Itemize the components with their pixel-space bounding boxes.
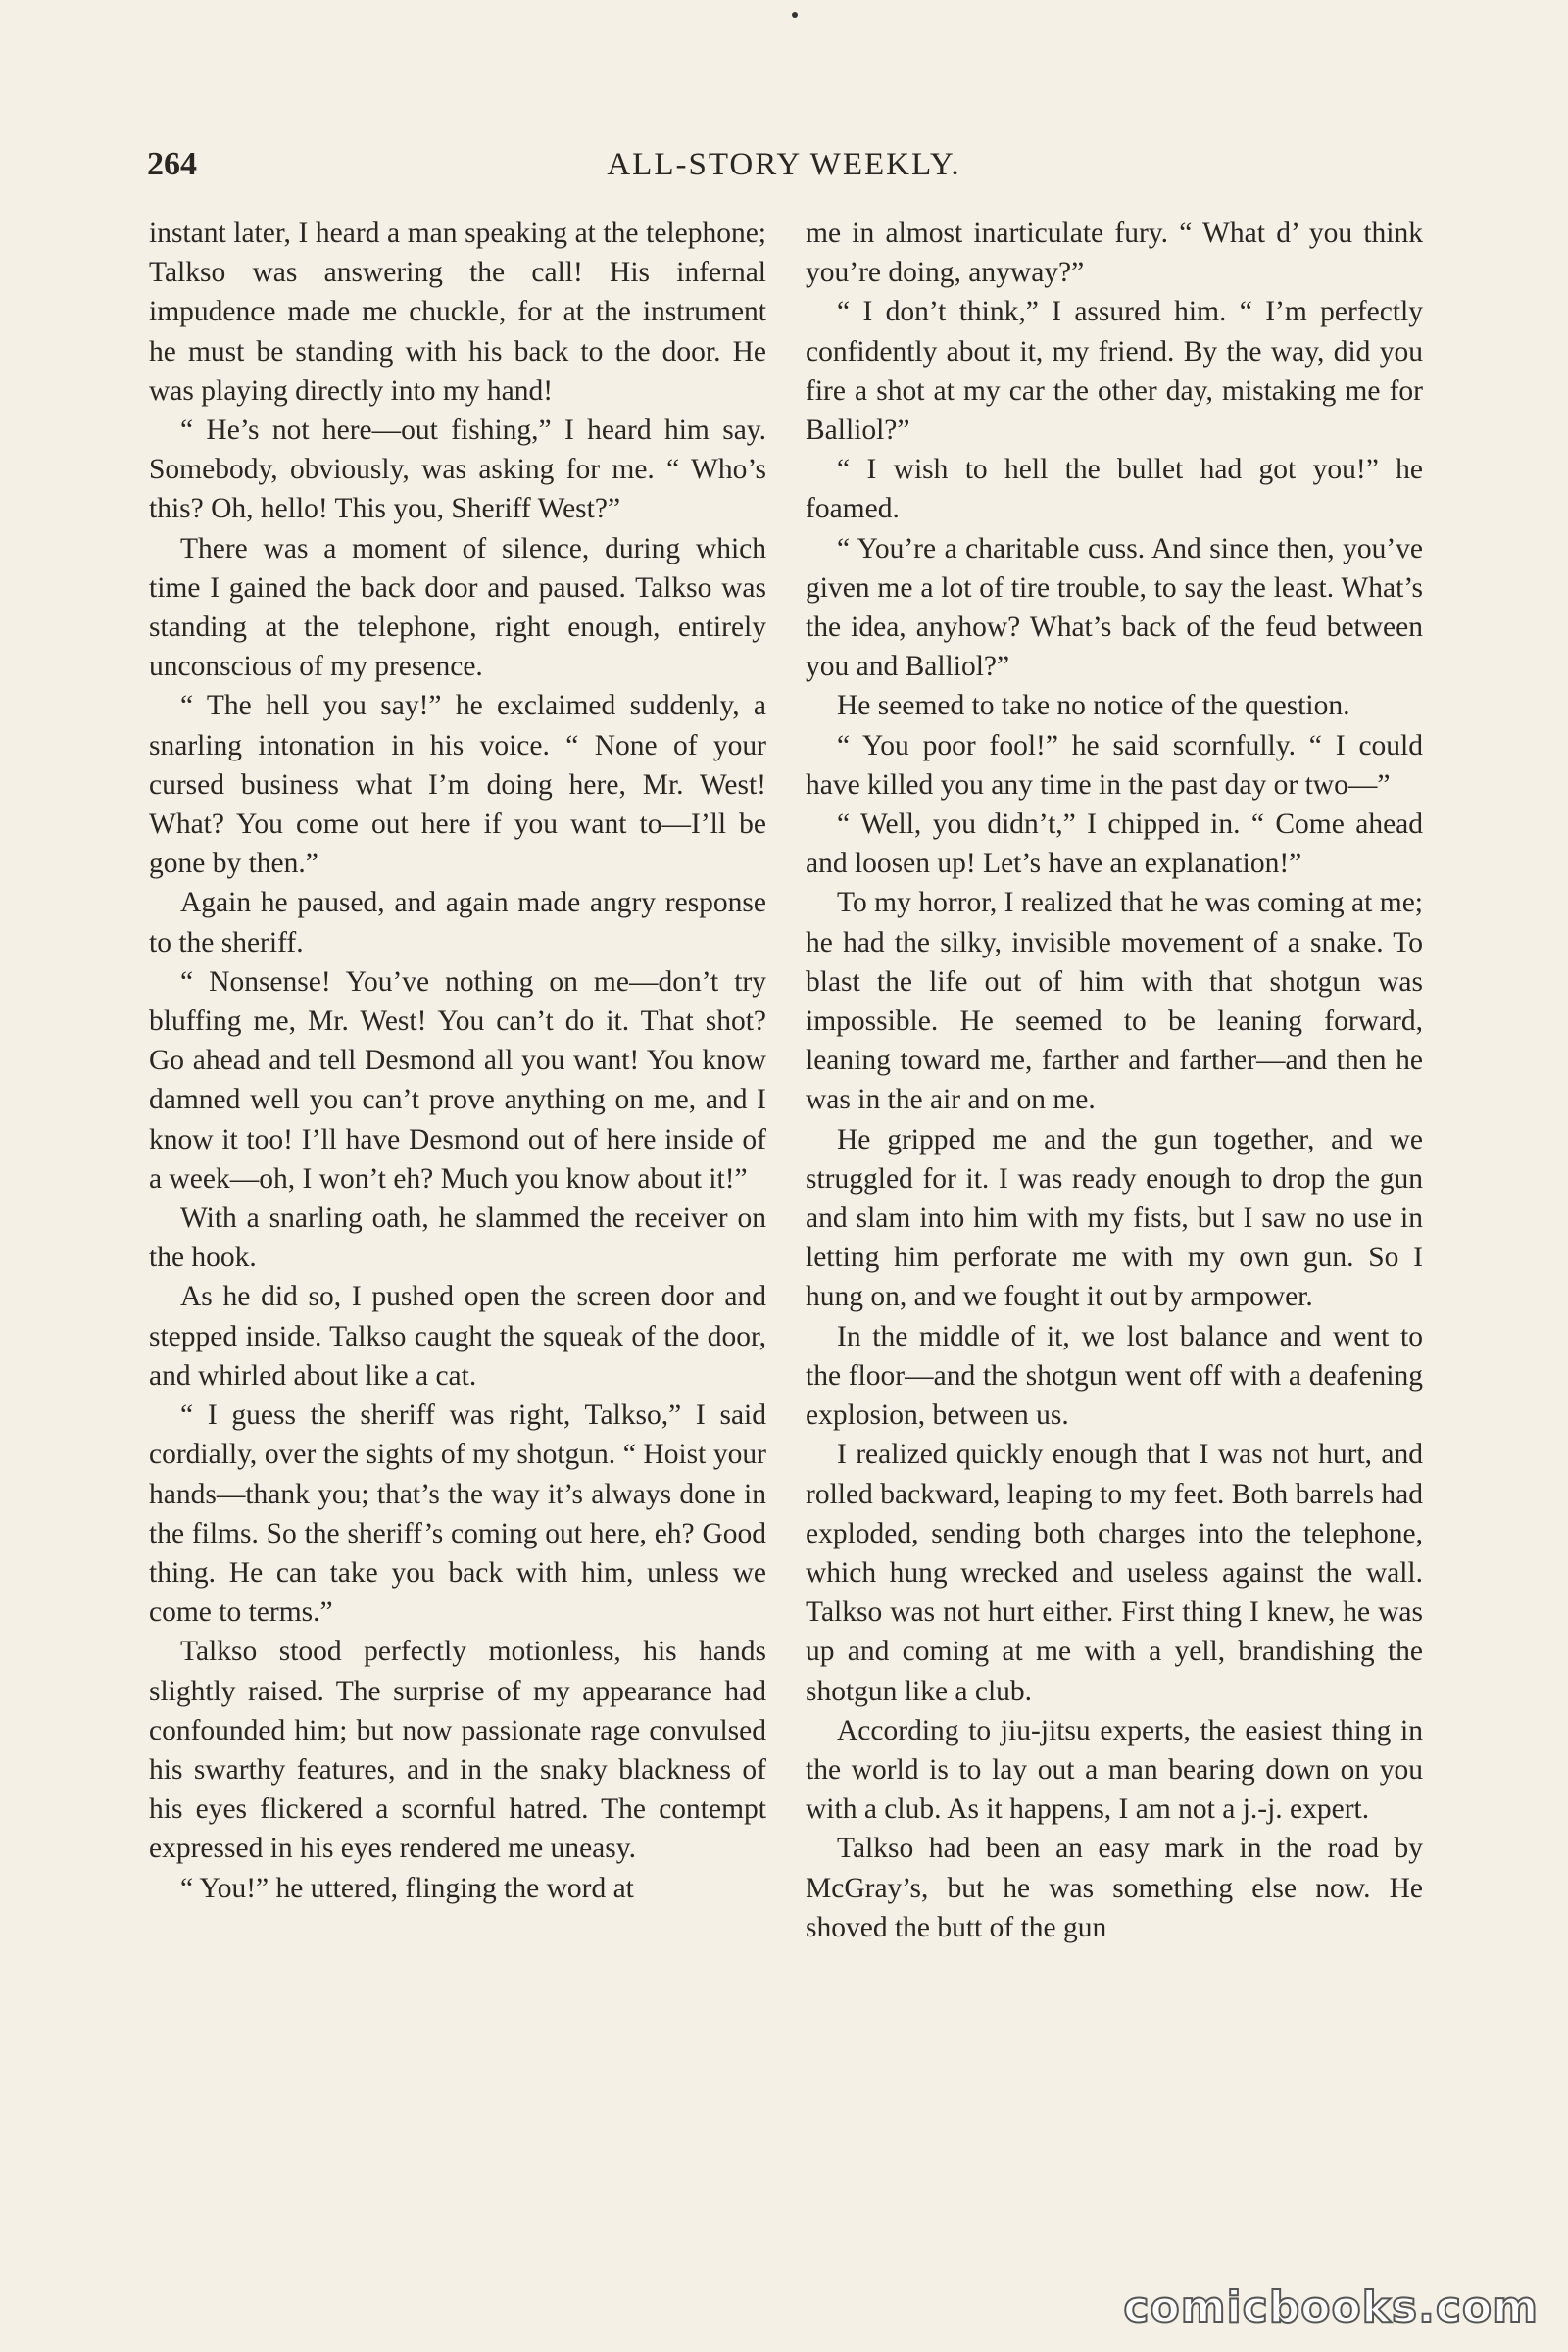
paragraph: “ I wish to hell the bullet had got you!” he foamed. (806, 454, 1423, 525)
paragraph: As he did so, I pushed open the screen door and stepped inside. Talkso caught the squeak of the door, and whirled about like a cat. (149, 1281, 766, 1392)
paragraph: “ Well, you didn’t,” I chipped in. “ Come ahead and loosen up! Let’s have an explanation!” (806, 808, 1423, 880)
paragraph: “ He’s not here—out fishing,” I heard him say. Somebody, obviously, was asking for me. “ Who’s this? Oh, hello! This you, Sheriff West?” (149, 415, 766, 525)
paragraph: Talkso stood perfectly motionless, his hands slightly raised. The surprise of my appearance had confounded him; but now passionate rage convulsed his swarthy features, and in the snaky blackness of his eyes flickered a scornful hatred. The contempt expressed in his eyes rendered me uneasy. (149, 1636, 766, 1865)
page-header (147, 140, 1421, 189)
paragraph: I realized quickly enough that I was not hurt, and rolled backward, leaping to my feet. Both barrels had exploded, sending both charges into the telephone, which hung wrecked and useless against the wall. Talkso was not hurt either. First thing I knew, he was up and coming at me with a yell, brandishing the shotgun like a club. (806, 1439, 1423, 1707)
paragraph: “ You poor fool!” he said scornfully. “ I could have killed you any time in the past day or two—” (806, 729, 1423, 801)
ink-speck (792, 12, 798, 18)
paragraph: In the middle of it, we lost balance and went to the floor—and the shotgun went off with a deafening explosion, between us. (806, 1320, 1423, 1432)
paragraph: “ I guess the sheriff was right, Talkso,” I said cordially, over the sights of my shotgun. “ Hoist your hands—thank you; that’s the way it’s always done in the films. So the sheriff’s coming out here, eh? Good thing. He can take you back with him, unless we come to terms.” (149, 1399, 766, 1629)
paragraph: Again he paused, and again made angry response to the sheriff. (149, 887, 766, 958)
paragraph: There was a moment of silence, during which time I gained the back door and paused. Talkso was standing at the telephone, right enough, entirely unconscious of my presence. (149, 532, 766, 683)
paragraph: instant later, I heard a man speaking at the telephone; Talkso was answering the call! His infernal impudence made me chuckle, for at the instrument he must be standing with his back to the door. He was playing directly into my hand! (149, 218, 766, 407)
paragraph: With a snarling oath, he slammed the receiver on the hook. (149, 1202, 766, 1274)
page-number: 264 (147, 146, 197, 182)
paragraph: “ You!” he uttered, flinging the word at (180, 1872, 634, 1904)
running-head: ALL-STORY WEEKLY. (607, 147, 961, 182)
paragraph: “ The hell you say!” he exclaimed suddenly, a snarling intonation in his voice. “ None of your cursed business what I’m doing here, Mr. West! What? You come out here if you want to—I’ll be gone by then.” (149, 690, 766, 880)
paragraph: According to jiu-jitsu experts, the easiest thing in the world is to lay out a man bearing down on you with a club. As it happens, I am not a j.-j. expert. (806, 1714, 1423, 1826)
paragraph: “ I don’t think,” I assured him. “ I’m perfectly confidently about it, my friend. By the way, did you fire a shot at my car the other day, mistaking me for Balliol?” (806, 296, 1423, 447)
paragraph: He seemed to take no notice of the question. (837, 690, 1350, 722)
paragraph: He gripped me and the gun together, and we struggled for it. I was ready enough to drop the gun and slam into him with my fists, but I saw no use in letting him perforate me with my own gun. So I hung on, and we fought it out by armpower. (806, 1123, 1423, 1313)
left-column (149, 214, 766, 1908)
watermark: comicbooks.com (1123, 2282, 1539, 2332)
paragraph: “ You’re a charitable cuss. And since then, you’ve given me a lot of tire trouble, to say the least. What’s the idea, anyhow? What’s back of the feud between you and Balliol?” (806, 532, 1423, 683)
paragraph: To my horror, I realized that he was coming at me; he had the silky, invisible movement of a snake. To blast the life out of him with that shotgun was impossible. He seemed to be leaning forward, leaning toward me, farther and farther—and then he was in the air and on me. (806, 887, 1423, 1116)
paragraph: Talkso had been an easy mark in the road by McGray’s, but he was something else now. He shoved the butt of the gun (806, 1833, 1423, 1943)
right-column (806, 214, 1423, 1947)
paragraph: me in almost inarticulate fury. “ What d’ you think you’re doing, anyway?” (806, 218, 1423, 289)
paragraph: “ Nonsense! You’ve nothing on me—don’t try bluffing me, Mr. West! You can’t do it. That shot? Go ahead and tell Desmond all you want! You know damned well you can’t prove anything on me, and I know it too! I’ll have Desmond out of here inside of a week—oh, I won’t eh? Much you know about it!” (149, 965, 766, 1195)
